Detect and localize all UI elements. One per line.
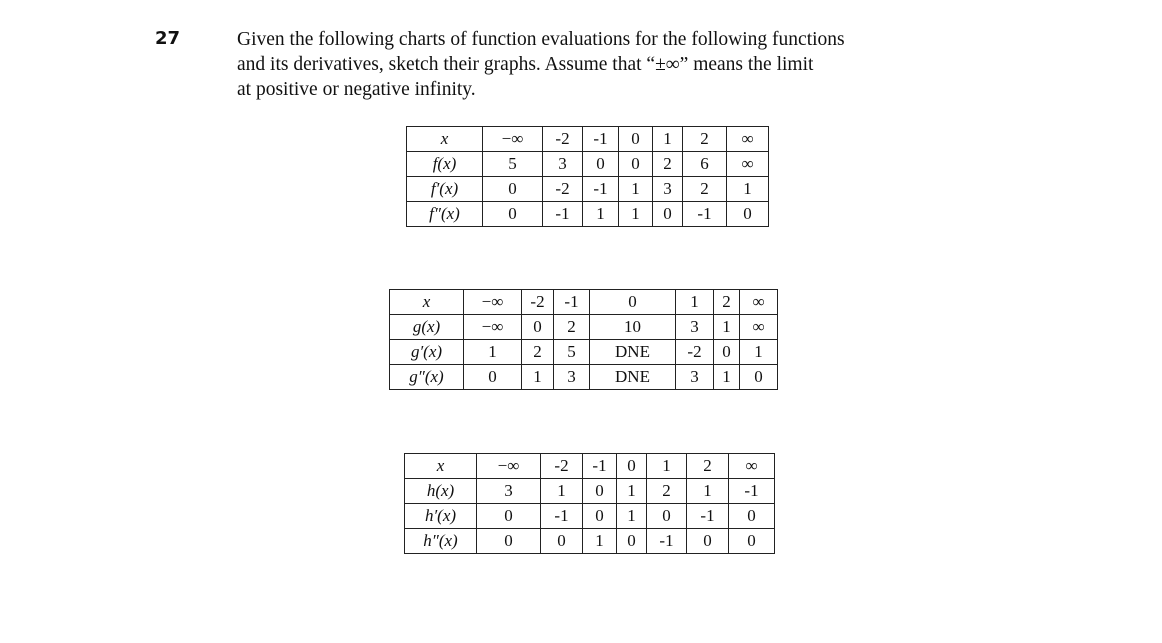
table-cell: 1 <box>464 340 522 365</box>
row-label: f″(x) <box>407 202 483 227</box>
table-cell: ∞ <box>729 454 775 479</box>
table-cell: 1 <box>583 202 619 227</box>
table-cell: 5 <box>483 152 543 177</box>
table-cell: DNE <box>590 340 676 365</box>
table-cell: 0 <box>729 504 775 529</box>
table-cell: 0 <box>541 529 583 554</box>
row-label: f(x) <box>407 152 483 177</box>
table-cell: -2 <box>676 340 714 365</box>
table-cell: 10 <box>590 315 676 340</box>
row-label: x <box>407 127 483 152</box>
table-cell: -1 <box>729 479 775 504</box>
table-row <box>407 152 769 177</box>
table-cell: 1 <box>617 504 647 529</box>
table-cell: 1 <box>653 127 683 152</box>
table-cell: 0 <box>727 202 769 227</box>
table-cell: 0 <box>464 365 522 390</box>
table-cell: -2 <box>543 177 583 202</box>
table-cell: 1 <box>541 479 583 504</box>
row-label: x <box>390 290 464 315</box>
table-cell: 0 <box>583 504 617 529</box>
table-cell: 0 <box>522 315 554 340</box>
table-cell: -2 <box>543 127 583 152</box>
table-cell: −∞ <box>464 315 522 340</box>
table-cell: -1 <box>647 529 687 554</box>
table-cell: 0 <box>590 290 676 315</box>
row-label: h″(x) <box>405 529 477 554</box>
table-cell: −∞ <box>477 454 541 479</box>
table-cell: 2 <box>653 152 683 177</box>
table-cell: 3 <box>477 479 541 504</box>
table-cell: 2 <box>554 315 590 340</box>
table-cell: 0 <box>729 529 775 554</box>
table-cell: 0 <box>740 365 778 390</box>
table-cell: 6 <box>683 152 727 177</box>
row-label: x <box>405 454 477 479</box>
table-cell: DNE <box>590 365 676 390</box>
table-cell: 0 <box>477 504 541 529</box>
table-cell: 0 <box>647 504 687 529</box>
table-cell: 3 <box>676 365 714 390</box>
table-cell: 0 <box>483 177 543 202</box>
table-cell: ∞ <box>727 127 769 152</box>
statement-line: and its derivatives, sketch their graphs. Assume that “±∞” means the limit <box>237 54 814 75</box>
table-cell: 0 <box>583 479 617 504</box>
table-cell: -1 <box>583 454 617 479</box>
table-cell: -1 <box>541 504 583 529</box>
table-cell: 1 <box>714 315 740 340</box>
table-cell: 2 <box>683 177 727 202</box>
table-cell: -1 <box>543 202 583 227</box>
table-cell: 3 <box>676 315 714 340</box>
table-cell: -2 <box>522 290 554 315</box>
table-row <box>405 504 775 529</box>
statement-line: at positive or negative infinity. <box>237 79 476 100</box>
table-cell: 0 <box>617 529 647 554</box>
table-row <box>390 365 778 390</box>
table-row <box>390 340 778 365</box>
statement-line: Given the following charts of function evaluations for the following functions <box>237 29 845 50</box>
table-cell: 3 <box>554 365 590 390</box>
row-label: g′(x) <box>390 340 464 365</box>
table-cell: 1 <box>522 365 554 390</box>
table-cell: 2 <box>647 479 687 504</box>
table-cell: ∞ <box>740 290 778 315</box>
table-cell: 1 <box>583 529 617 554</box>
table-row <box>405 454 775 479</box>
table-cell: 1 <box>714 365 740 390</box>
row-label: g(x) <box>390 315 464 340</box>
table-cell: 0 <box>714 340 740 365</box>
table-cell: 1 <box>727 177 769 202</box>
table-cell: -1 <box>583 177 619 202</box>
table-cell: 0 <box>617 454 647 479</box>
table-cell: 0 <box>477 529 541 554</box>
table-cell: 1 <box>676 290 714 315</box>
table-cell: 0 <box>619 127 653 152</box>
row-label: h′(x) <box>405 504 477 529</box>
table-cell: 1 <box>740 340 778 365</box>
table-cell: 2 <box>714 290 740 315</box>
table-cell: 0 <box>583 152 619 177</box>
table-cell: -1 <box>554 290 590 315</box>
table-cell: 2 <box>683 127 727 152</box>
table-cell: 0 <box>483 202 543 227</box>
table-row <box>405 479 775 504</box>
table-row <box>405 529 775 554</box>
table-cell: 5 <box>554 340 590 365</box>
table-g <box>389 289 778 390</box>
row-label: f′(x) <box>407 177 483 202</box>
table-cell: ∞ <box>727 152 769 177</box>
table-row <box>407 177 769 202</box>
table-cell: −∞ <box>464 290 522 315</box>
problem-statement <box>237 27 927 102</box>
table-cell: -1 <box>687 504 729 529</box>
table-cell: 3 <box>653 177 683 202</box>
table-cell: −∞ <box>483 127 543 152</box>
table-cell: 1 <box>619 177 653 202</box>
table-cell: 0 <box>687 529 729 554</box>
table-cell: 2 <box>687 454 729 479</box>
row-label: h(x) <box>405 479 477 504</box>
table-cell: 0 <box>653 202 683 227</box>
table-cell: 0 <box>619 152 653 177</box>
problem-number: 27 <box>155 28 181 49</box>
row-label: g″(x) <box>390 365 464 390</box>
table-cell: -2 <box>541 454 583 479</box>
table-h <box>404 453 775 554</box>
table-cell: -1 <box>683 202 727 227</box>
table-cell: 3 <box>543 152 583 177</box>
table-row <box>390 315 778 340</box>
table-row <box>407 202 769 227</box>
table-cell: 1 <box>617 479 647 504</box>
table-cell: 1 <box>647 454 687 479</box>
table-cell: ∞ <box>740 315 778 340</box>
table-row <box>407 127 769 152</box>
table-row <box>390 290 778 315</box>
table-cell: -1 <box>583 127 619 152</box>
table-cell: 2 <box>522 340 554 365</box>
table-cell: 1 <box>687 479 729 504</box>
table-f <box>406 126 769 227</box>
table-cell: 1 <box>619 202 653 227</box>
